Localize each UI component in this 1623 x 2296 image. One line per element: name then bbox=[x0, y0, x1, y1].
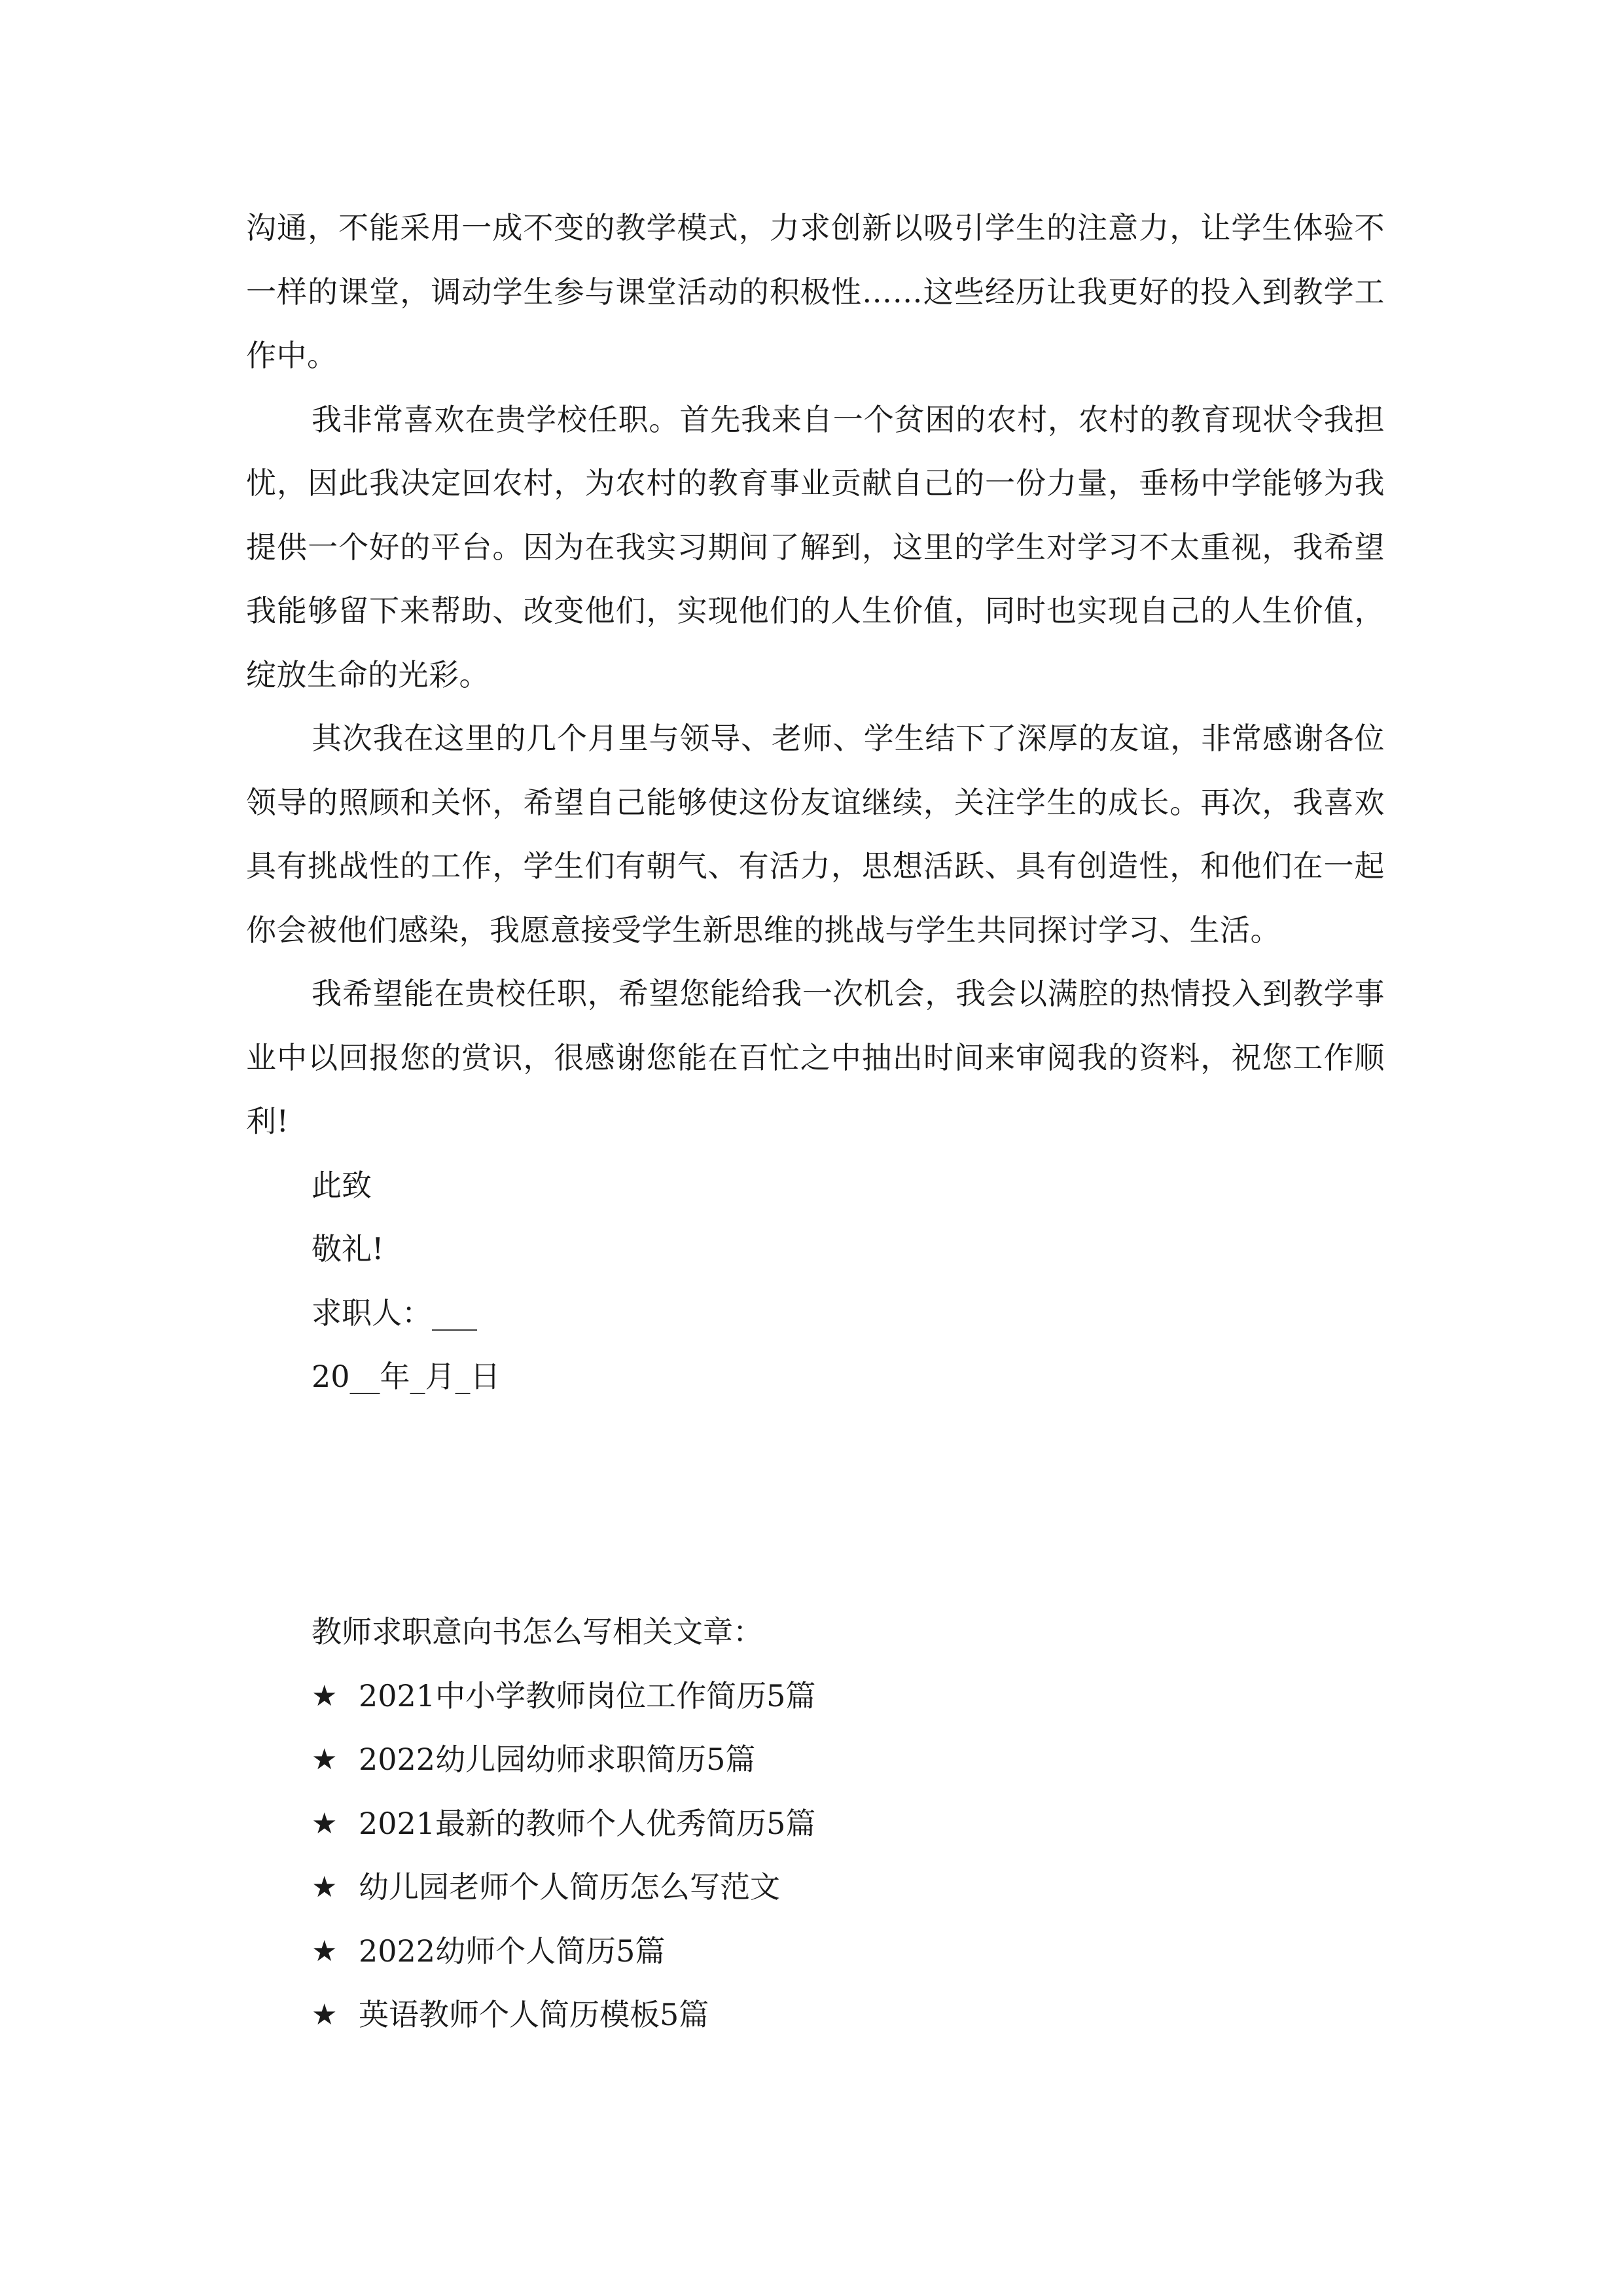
paragraph-reason-two: 其次我在这里的几个月里与领导、老师、学生结下了深厚的友谊，非常感谢各位领导的照顾和关怀，希望自己能够使这份友谊继续，关注学生的成长。再次，我喜欢具有挑战性的工作，学生们有朝气、有活力，思想活跃、具有创造性，和他们在一起你会被他们感染，我愿意接受学生新思维的挑战与学生共同探讨学习、生活。 bbox=[246, 721, 1385, 948]
date-line: 20__年_月_日 bbox=[312, 1359, 501, 1394]
related-article-link[interactable]: 2022幼师个人简历5篇 bbox=[359, 1933, 666, 1969]
related-articles bbox=[312, 1600, 1359, 2047]
star-icon: ★ bbox=[312, 1679, 338, 1713]
related-article-item[interactable] bbox=[312, 1792, 1359, 1856]
related-articles-title: 教师求职意向书怎么写相关文章： bbox=[312, 1614, 763, 1649]
closing-greeting: 此致 bbox=[312, 1167, 372, 1203]
related-article-link[interactable]: 2021中小学教师岗位工作简历5篇 bbox=[359, 1677, 816, 1713]
star-icon: ★ bbox=[312, 1934, 338, 1968]
related-article-item[interactable] bbox=[312, 1728, 1359, 1792]
related-article-link[interactable]: 2022幼儿园幼师求职简历5篇 bbox=[359, 1742, 756, 1777]
paragraph-continuation: 沟通，不能采用一成不变的教学模式，力求创新以吸引学生的注意力，让学生体验不一样的课堂，调动学生参与课堂活动的积极性……这些经历让我更好的投入到教学工作中。 bbox=[246, 210, 1385, 373]
related-article-item[interactable] bbox=[312, 1983, 1359, 2047]
star-icon: ★ bbox=[312, 1998, 338, 2032]
star-icon: ★ bbox=[312, 1743, 338, 1776]
related-article-item[interactable] bbox=[312, 1920, 1359, 1984]
star-icon: ★ bbox=[312, 1806, 338, 1840]
related-article-item[interactable] bbox=[312, 1664, 1359, 1729]
letter-body bbox=[246, 196, 1385, 1409]
related-article-link[interactable]: 英语教师个人简历模板5篇 bbox=[359, 1997, 709, 2032]
related-article-link[interactable]: 2021最新的教师个人优秀简历5篇 bbox=[359, 1805, 816, 1841]
closing-salute: 敬礼! bbox=[312, 1231, 384, 1266]
related-article-item[interactable] bbox=[312, 1856, 1359, 1920]
star-icon: ★ bbox=[312, 1871, 338, 1904]
paragraph-reason-one: 我非常喜欢在贵学校任职。首先我来自一个贫困的农村，农村的教育现状令我担忧，因此我决定回农村，为农村的教育事业贡献自己的一份力量，垂杨中学能够为我提供一个好的平台。因为在我实习期间了解到，这里的学生对学习不太重视，我希望我能够留下来帮助、改变他们，实现他们的人生价值，同时也实现自己的人生价值，绽放生命的光彩。 bbox=[246, 401, 1385, 692]
letter-closing bbox=[246, 1154, 1385, 1409]
related-article-link[interactable]: 幼儿园老师个人简历怎么写范文 bbox=[359, 1869, 780, 1905]
related-articles-list bbox=[312, 1664, 1359, 2047]
paragraph-conclusion: 我希望能在贵校任职，希望您能给我一次机会，我会以满腔的热情投入到教学事业中以回报您的赏识，很感谢您能在百忙之中抽出时间来审阅我的资料，祝您工作顺利! bbox=[246, 976, 1385, 1139]
signature-line: 求职人：___ bbox=[312, 1295, 477, 1331]
